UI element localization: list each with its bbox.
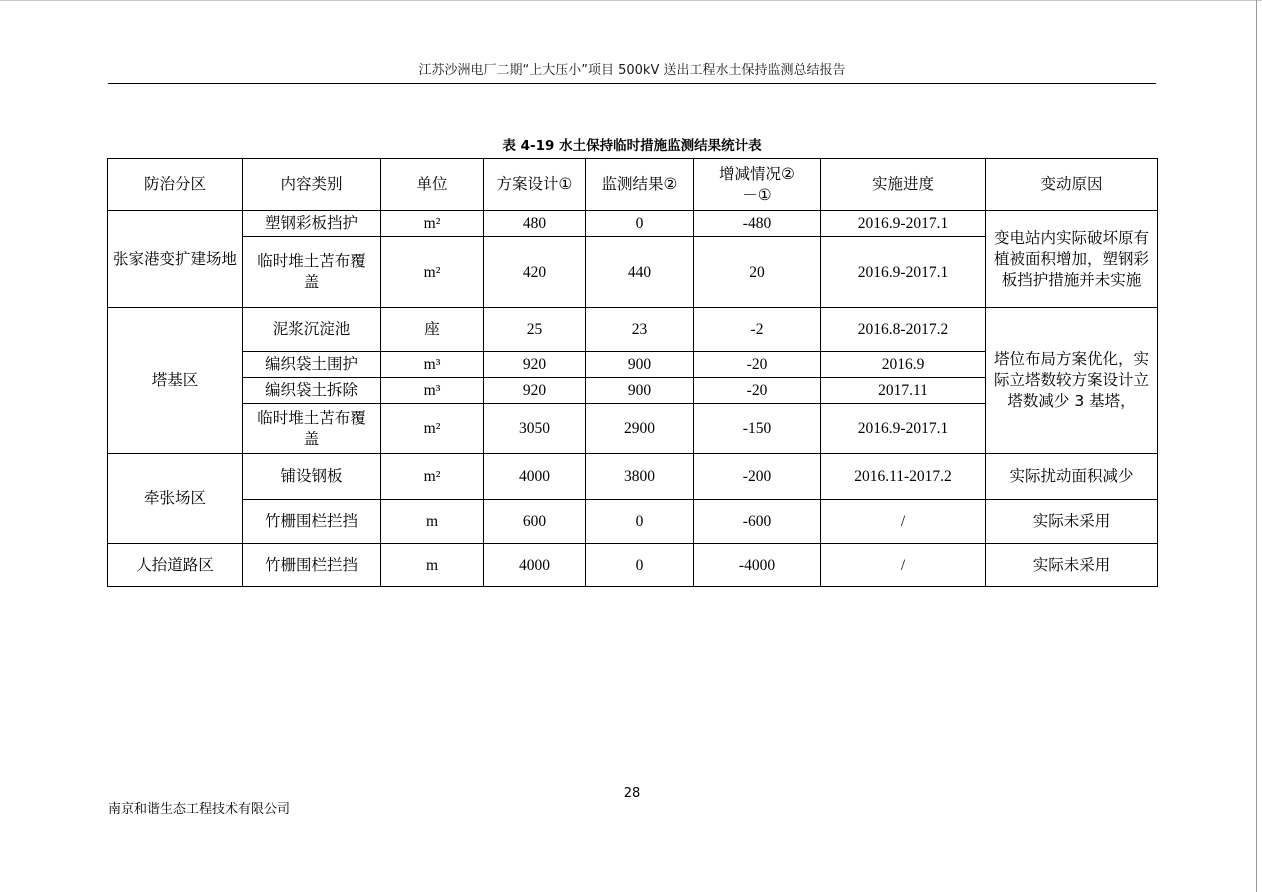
header-reason: 变动原因 bbox=[986, 159, 1158, 211]
header-monitor: 监测结果② bbox=[586, 159, 694, 211]
header-item: 内容类别 bbox=[243, 159, 381, 211]
change-cell: -600 bbox=[694, 500, 821, 544]
schedule-cell: 2016.8-2017.2 bbox=[821, 308, 986, 352]
header-zone: 防治分区 bbox=[108, 159, 243, 211]
design-cell: 420 bbox=[484, 237, 586, 308]
table-header-row bbox=[108, 159, 1158, 211]
zone-cell: 人抬道路区 bbox=[108, 544, 243, 587]
unit-cell: m² bbox=[381, 404, 484, 454]
schedule-cell: 2016.9 bbox=[821, 352, 986, 378]
header-schedule: 实施进度 bbox=[821, 159, 986, 211]
item-cell: 竹栅围栏拦挡 bbox=[243, 500, 381, 544]
monitor-cell: 900 bbox=[586, 378, 694, 404]
reason-cell: 塔位布局方案优化，实际立塔数较方案设计立塔数减少 3 基塔， bbox=[986, 308, 1158, 454]
change-cell: -150 bbox=[694, 404, 821, 454]
unit-cell: m² bbox=[381, 454, 484, 500]
change-cell: 20 bbox=[694, 237, 821, 308]
item-cell: 临时堆土苫布覆盖 bbox=[243, 237, 381, 308]
item-cell: 铺设钢板 bbox=[243, 454, 381, 500]
change-cell: -480 bbox=[694, 211, 821, 237]
table-row bbox=[108, 211, 1158, 237]
design-cell: 25 bbox=[484, 308, 586, 352]
temporary-measures-table bbox=[107, 158, 1158, 587]
schedule-cell: 2017.11 bbox=[821, 378, 986, 404]
item-cell: 编织袋土围护 bbox=[243, 352, 381, 378]
unit-cell: m³ bbox=[381, 378, 484, 404]
table-row bbox=[108, 500, 1158, 544]
change-cell: -4000 bbox=[694, 544, 821, 587]
monitor-cell: 3800 bbox=[586, 454, 694, 500]
schedule-cell: 2016.9-2017.1 bbox=[821, 237, 986, 308]
reason-cell: 实际扰动面积减少 bbox=[986, 454, 1158, 500]
monitor-cell: 900 bbox=[586, 352, 694, 378]
item-cell: 临时堆土苫布覆盖 bbox=[243, 404, 381, 454]
item-cell: 泥浆沉淀池 bbox=[243, 308, 381, 352]
table-row bbox=[108, 544, 1158, 587]
monitor-cell: 0 bbox=[586, 211, 694, 237]
design-cell: 3050 bbox=[484, 404, 586, 454]
footer-company-name: 南京和谐生态工程技术有限公司 bbox=[108, 802, 291, 817]
header-change: 增减情况②－① bbox=[694, 159, 821, 211]
zone-cell: 张家港变扩建场地 bbox=[108, 211, 243, 308]
header-design: 方案设计① bbox=[484, 159, 586, 211]
running-header-title: 江苏沙洲电厂二期“上大压小”项目 500kV 送出工程水土保持监测总结报告 bbox=[418, 63, 846, 78]
reason-cell: 变电站内实际破坏原有植被面积增加，塑钢彩板挡护措施并未实施 bbox=[986, 211, 1158, 308]
table-caption: 表 4-19 水土保持临时措施监测结果统计表 bbox=[502, 138, 762, 154]
schedule-cell: 2016.11-2017.2 bbox=[821, 454, 986, 500]
item-cell: 竹栅围栏拦挡 bbox=[243, 544, 381, 587]
reason-cell: 实际未采用 bbox=[986, 500, 1158, 544]
monitor-cell: 23 bbox=[586, 308, 694, 352]
monitor-cell: 440 bbox=[586, 237, 694, 308]
reason-cell: 实际未采用 bbox=[986, 544, 1158, 587]
monitor-cell: 0 bbox=[586, 544, 694, 587]
design-cell: 480 bbox=[484, 211, 586, 237]
change-cell: -20 bbox=[694, 352, 821, 378]
page-right-border bbox=[1256, 0, 1257, 892]
table-row bbox=[108, 454, 1158, 500]
change-cell: -2 bbox=[694, 308, 821, 352]
unit-cell: 座 bbox=[381, 308, 484, 352]
design-cell: 600 bbox=[484, 500, 586, 544]
monitor-cell: 2900 bbox=[586, 404, 694, 454]
unit-cell: m² bbox=[381, 211, 484, 237]
header-unit: 单位 bbox=[381, 159, 484, 211]
page-top-border bbox=[0, 0, 1262, 1]
item-cell: 编织袋土拆除 bbox=[243, 378, 381, 404]
unit-cell: m² bbox=[381, 237, 484, 308]
design-cell: 4000 bbox=[484, 544, 586, 587]
zone-cell: 塔基区 bbox=[108, 308, 243, 454]
change-cell: -200 bbox=[694, 454, 821, 500]
change-cell: -20 bbox=[694, 378, 821, 404]
unit-cell: m³ bbox=[381, 352, 484, 378]
page-number: 28 bbox=[623, 786, 641, 801]
design-cell: 920 bbox=[484, 378, 586, 404]
schedule-cell: / bbox=[821, 544, 986, 587]
design-cell: 920 bbox=[484, 352, 586, 378]
unit-cell: m bbox=[381, 500, 484, 544]
monitor-cell: 0 bbox=[586, 500, 694, 544]
zone-cell: 牵张场区 bbox=[108, 454, 243, 544]
design-cell: 4000 bbox=[484, 454, 586, 500]
table-row bbox=[108, 308, 1158, 352]
schedule-cell: / bbox=[821, 500, 986, 544]
unit-cell: m bbox=[381, 544, 484, 587]
schedule-cell: 2016.9-2017.1 bbox=[821, 211, 986, 237]
item-cell: 塑钢彩板挡护 bbox=[243, 211, 381, 237]
header-divider bbox=[108, 83, 1156, 84]
schedule-cell: 2016.9-2017.1 bbox=[821, 404, 986, 454]
